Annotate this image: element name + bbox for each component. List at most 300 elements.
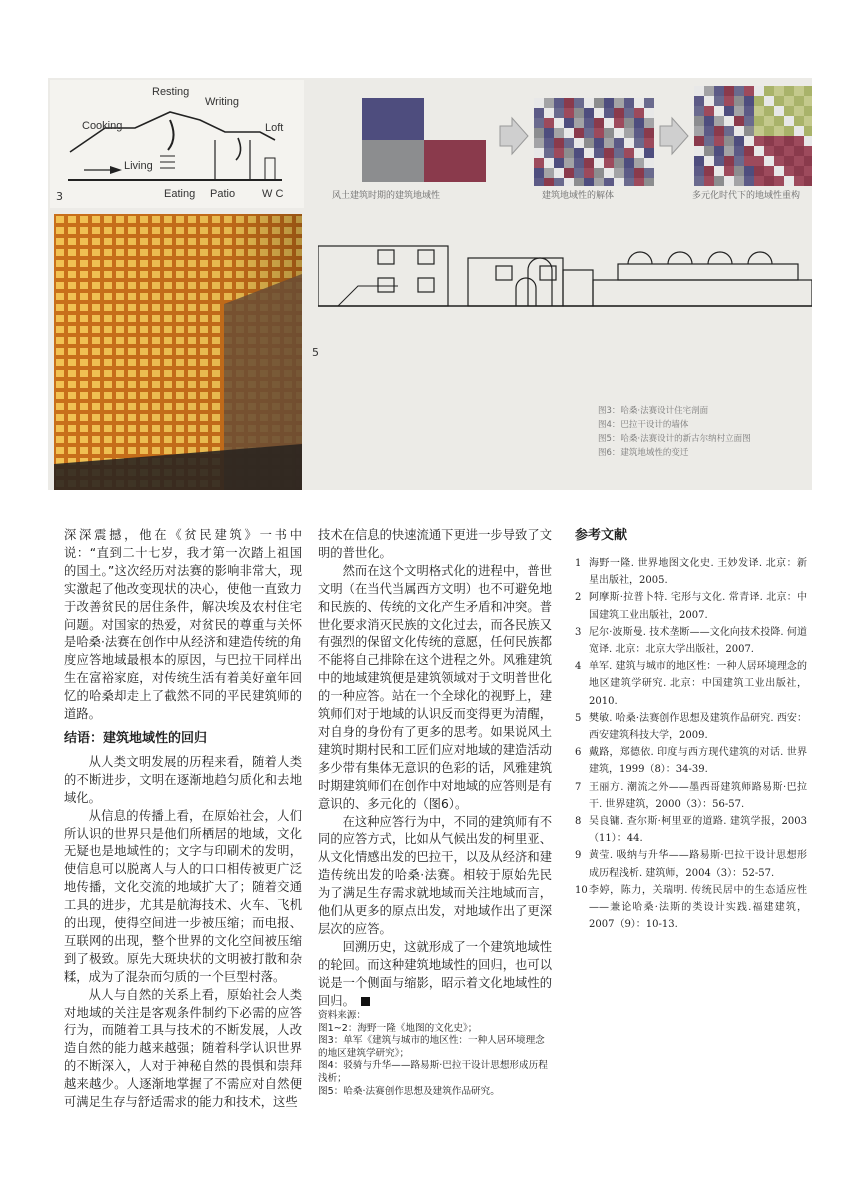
reference-number: 10: [575, 884, 588, 896]
mosaic-cell: [564, 128, 574, 138]
mosaic-cell: [784, 86, 794, 96]
paragraph: 从信息的传播上看，在原始社会，人们所认识的世界只是他们所栖居的地域，文化无疑也是地域性的；文字与印刷术的发明，使信息可以脱离人与人的口口相传被更广泛地传播，文化交流的地域扩大了；随着交通工具的进步，尤其是航海技术、火车、飞机的出现，使得空间进一步被压缩；而电报、互联网的出现，整个世界的文化空间被压缩到了极致。原先大斑块状的文明被打散和杂糅，成为了混杂而匀质的一个巨型村落。: [64, 808, 302, 984]
mosaic-cell: [774, 116, 784, 126]
mosaic-cell: [734, 136, 744, 146]
mosaic-cell: [624, 108, 634, 118]
paragraph: 深深震撼，他在《贫民建筑》一书中说：“直到二十七岁，我才第一次踏上祖国的国土。”这次经历对法赛的影响非常大，现实激起了他改变现状的决心，使他一直致力于改善贫民的居住条件，解决埃及农村住宅问题。对国家的热爱，对贫民的尊重与关怀是哈桑·法赛在创作中从经济和建造传统的角度应答地域最根本的原因，与巴拉干同样出生在富裕家庭，对传统生活有着美好童年回忆的哈桑却走上了截然不同的平民建筑师的道路。: [64, 528, 302, 722]
mosaic-cell: [574, 138, 584, 148]
mosaic-cell: [754, 156, 764, 166]
figure-5-elevation-drawing: [318, 228, 812, 346]
mosaic-cell: [614, 138, 624, 148]
mosaic-cell: [564, 98, 574, 108]
mosaic-cell: [594, 108, 604, 118]
mosaic-cell: [564, 148, 574, 158]
mosaic-cell: [604, 98, 614, 108]
mosaic-cell: [704, 176, 714, 186]
mosaic-cell: [604, 148, 614, 158]
mosaic-cell: [754, 86, 764, 96]
mosaic-cell: [704, 166, 714, 176]
mosaic-cell: [804, 126, 812, 136]
mosaic-cell: [794, 146, 804, 156]
mosaic-cell: [534, 128, 544, 138]
mosaic-transition-graphic: [362, 86, 812, 186]
mosaic-cell: [644, 98, 654, 108]
mosaic-cell: [634, 108, 644, 118]
legend-item: 图5：哈桑·法赛设计的新古尔纳村立面图: [598, 434, 751, 444]
mosaic-cell: [584, 148, 594, 158]
mosaic-cell: [614, 128, 624, 138]
reference-text: 阿摩斯·拉普卜特. 宅形与文化. 常青译. 北京：中国建筑工业出版社，2007.: [589, 592, 807, 621]
mosaic-cell: [564, 118, 574, 128]
mosaic-cell: [554, 168, 564, 178]
paragraph: 在这种应答行为中，不同的建筑师有不同的应答方式，比如从气候出发的柯里亚、从文化情感出发的巴拉干，以及从经济和建造传统出发的哈桑·法赛。相较于原始先民为了满足生存需求就地域而关注地域而言，他们从更多的原点出发，对地域作出了更深层次的应答。: [318, 814, 552, 936]
figure-4-photo-lattice-wall: [54, 214, 302, 490]
mosaic-cell: [774, 166, 784, 176]
mosaic-cell: [634, 158, 644, 168]
mosaic-cell: [764, 146, 774, 156]
reference-number: 7: [575, 781, 582, 793]
mosaic-cell: [694, 86, 704, 96]
mosaic-cell: [544, 118, 554, 128]
mosaic-cell: [574, 158, 584, 168]
mosaic-cell: [734, 106, 744, 116]
mosaic-cell: [624, 178, 634, 186]
paragraph: 从人与自然的关系上看，原始社会人类对地域的关注是客观条件制约下必需的应答行为，而随着工具与技术的不断发展，人改造自然的能力越来越强；随着科学认识世界的不断深入，人对于神秘自然的畏惧和崇拜越来越少。人逐渐地掌握了不需应对自然便可满足生存与舒适需求的能力和技术，这些: [64, 987, 302, 1110]
mosaic-cell: [714, 166, 724, 176]
mosaic-fragmented-grid: [534, 98, 654, 186]
mosaic-cell: [734, 146, 744, 156]
reference-text: 戴路，郑德依. 印度与西方现代建筑的对话. 世界建筑，1999（8）：34-39.: [589, 747, 807, 776]
mosaic-cell: [584, 138, 594, 148]
mosaic-cell: [774, 156, 784, 166]
mosaic-cell: [534, 168, 544, 178]
mosaic-cell: [804, 136, 812, 146]
lattice-wall-image: [54, 214, 302, 490]
reference-item: [575, 882, 807, 934]
reference-item: [575, 658, 807, 710]
mosaic-cell: [534, 158, 544, 168]
mosaic-cell: [574, 178, 584, 186]
reference-item: [575, 589, 807, 623]
mosaic-cell: [614, 108, 624, 118]
mosaic-cell: [624, 98, 634, 108]
mosaic-cell: [534, 98, 544, 108]
mosaic-cell: [764, 156, 774, 166]
mosaic-cell: [754, 176, 764, 186]
mosaic-cell: [764, 106, 774, 116]
reference-item: [575, 624, 807, 658]
mosaic-cell: [794, 96, 804, 106]
reference-number: 8: [575, 815, 582, 827]
mosaic-cell: [594, 178, 604, 186]
mosaic-cell: [714, 146, 724, 156]
reference-number: 4: [575, 661, 582, 673]
mosaic-cell: [534, 178, 544, 186]
mosaic-cell: [784, 136, 794, 146]
mosaic-cell: [644, 158, 654, 168]
mosaic-cell: [634, 178, 644, 186]
mosaic-cell: [744, 126, 754, 136]
mosaic-cell: [534, 118, 544, 128]
mosaic-cell: [774, 126, 784, 136]
mosaic-cell: [764, 96, 774, 106]
mosaic-cell: [714, 86, 724, 96]
mosaic-cell: [794, 116, 804, 126]
mosaic-cell: [724, 96, 734, 106]
source-item: 图3：单军《建筑与城市的地区性：一种人居环境理念的地区建筑学研究》；: [318, 1035, 545, 1059]
mosaic-cell: [554, 118, 564, 128]
mosaic-cell: [734, 86, 744, 96]
figure-number-3: 3: [56, 190, 63, 203]
label-living: Living: [124, 160, 153, 172]
mosaic-cell: [634, 118, 644, 128]
mosaic-cell: [634, 148, 644, 158]
mosaic-cell: [704, 116, 714, 126]
mosaic-cell: [794, 176, 804, 186]
mosaic-cell: [534, 138, 544, 148]
mosaic-cell: [784, 146, 794, 156]
mosaic-cell: [694, 166, 704, 176]
reference-number: 6: [575, 747, 582, 759]
mosaic-cell: [634, 98, 644, 108]
mosaic-cell: [724, 86, 734, 96]
mosaic-cell: [714, 176, 724, 186]
mosaic-cell: [584, 108, 594, 118]
mosaic-cell: [804, 86, 812, 96]
mosaic-cell: [574, 168, 584, 178]
mosaic-cell: [724, 136, 734, 146]
mosaic-cell: [724, 106, 734, 116]
reference-item: [575, 744, 807, 778]
label-patio: Patio: [210, 188, 236, 200]
mosaic-cell: [544, 138, 554, 148]
mosaic-cell: [554, 178, 564, 186]
paragraph: 然而在这个文明格式化的进程中，普世文明（在当代当属西方文明）也不可避免地和民族的、传统的文化产生矛盾和冲突。普世化要求消灭民族的文化过去，而各民族又有强烈的保留文化传统的意愿，任何民族都不能将自己排除在这个进程之外。风雅建筑中的地域建筑便是建筑领域对于文明普世化的一种应答。站在一个全球化的视野上，建筑师们对于地域的认识反而变得更为清醒，对自身的身份有了更多的思考。如果说风土建筑时期村民和工匠们应对地域的建造活动多少带有集体无意识的色彩的话，风雅建筑时期建筑师们在创作中对地域的应答则是有意识的、多元化的（图6）。: [318, 563, 552, 811]
mosaic-cell: [574, 118, 584, 128]
mosaic-cell: [714, 156, 724, 166]
mosaic-cell: [794, 136, 804, 146]
references-title: 参考文献: [575, 528, 628, 543]
reference-item: [575, 847, 807, 881]
mosaic-cell: [584, 158, 594, 168]
mosaic-cell: [724, 176, 734, 186]
mosaic-cell: [804, 106, 812, 116]
mosaic-cell: [534, 108, 544, 118]
mosaic-cell: [764, 86, 774, 96]
mosaic-cell: [604, 118, 614, 128]
mosaic-cell: [604, 158, 614, 168]
reference-number: 5: [575, 712, 582, 724]
mosaic-cell: [634, 168, 644, 178]
mosaic-cell: [564, 138, 574, 148]
mosaic-cell: [554, 98, 564, 108]
mosaic-cell: [694, 126, 704, 136]
mosaic-cell: [644, 108, 654, 118]
mosaic-cell: [774, 136, 784, 146]
reference-number: 1: [575, 557, 582, 569]
mosaic-cell: [714, 136, 724, 146]
mosaic-cell: [594, 168, 604, 178]
mosaic-cell: [724, 166, 734, 176]
mosaic-cell: [614, 178, 624, 186]
source-item: 图4：驳骑与升华——路易斯·巴拉干设计思想形成历程浅析；: [318, 1060, 548, 1084]
mosaic-cell: [554, 138, 564, 148]
label-resting: Resting: [152, 86, 190, 98]
paragraph: [318, 939, 552, 1011]
mosaic-cell: [644, 148, 654, 158]
mosaic-cell: [724, 146, 734, 156]
mosaic-cell: [744, 86, 754, 96]
mosaic-cell: [564, 168, 574, 178]
body-column-1: [64, 527, 302, 1112]
mosaic-cell: [554, 108, 564, 118]
mosaic-cell: [764, 136, 774, 146]
mosaic-cell: [704, 126, 714, 136]
sources-title: 资料来源：: [318, 1010, 366, 1021]
mosaic-cell: [724, 126, 734, 136]
mosaic-cell: [634, 128, 644, 138]
mosaic-cell: [804, 146, 812, 156]
mosaic-cell: [574, 98, 584, 108]
village-elevation-drawing: [318, 228, 812, 346]
mosaic-cell: [604, 108, 614, 118]
mosaic-cell: [734, 126, 744, 136]
mosaic-cell: [784, 116, 794, 126]
reference-number: 9: [575, 850, 582, 862]
figure-3-section-diagram: [50, 80, 304, 208]
mosaic-cell: [744, 96, 754, 106]
mosaic-cell: [714, 126, 724, 136]
mosaic-cell: [624, 158, 634, 168]
mosaic-cell: [744, 176, 754, 186]
mosaic-reconstructed-grid: [694, 86, 812, 186]
paragraph: 技术在信息的快速流通下更进一步导致了文明的普世化。: [318, 528, 552, 560]
mosaic-cell: [604, 168, 614, 178]
legend-item: 图4：巴拉干设计的墙体: [598, 420, 689, 430]
mosaic-cell: [744, 136, 754, 146]
reference-item: [575, 813, 807, 847]
mosaic-cell: [724, 156, 734, 166]
label-cooking: Cooking: [82, 120, 123, 132]
mosaic-cell: [734, 176, 744, 186]
mosaic-cell: [704, 146, 714, 156]
mosaic-cell: [624, 128, 634, 138]
mosaic-cell: [754, 136, 764, 146]
mosaic-cell: [714, 96, 724, 106]
mosaic-cell: [644, 138, 654, 148]
mosaic-cell: [784, 176, 794, 186]
figure-6-mosaic-diagram: [332, 86, 812, 201]
reference-text: 王丽方. 潮流之外——墨西哥建筑师路易斯·巴拉干. 世界建筑，2000（3）：56-57.: [589, 781, 807, 810]
reference-text: 樊敏. 哈桑·法赛创作思想及建筑作品研究. 西安：西安建筑科技大学，2009.: [589, 712, 807, 741]
mosaic-cell: [634, 138, 644, 148]
mosaic-cell: [544, 168, 554, 178]
mosaic-cell: [754, 116, 764, 126]
paragraph: 从人类文明发展的历程来看，随着人类的不断进步，文明在逐渐地趋匀质化和去地域化。: [64, 754, 302, 805]
mosaic-cell: [714, 106, 724, 116]
reference-item: [575, 779, 807, 813]
reference-item: [575, 710, 807, 744]
mosaic-cell: [764, 126, 774, 136]
mosaic-cell: [794, 166, 804, 176]
mosaic-cell: [804, 166, 812, 176]
mosaic-cell: [794, 156, 804, 166]
section-heading: 结语：建筑地域性的回归: [64, 730, 208, 746]
mosaic-cell: [694, 116, 704, 126]
mosaic-cell: [584, 128, 594, 138]
mosaic-cell: [644, 178, 654, 186]
mosaic-cell: [704, 106, 714, 116]
body-column-2: [318, 527, 552, 1010]
source-item: 图1~2：海野一隆《地图的文化史》；: [318, 1022, 478, 1034]
mosaic-cell: [804, 156, 812, 166]
figure-legend: [598, 404, 808, 460]
mosaic-caption-3: 多元化时代下的地域性重构: [692, 191, 801, 201]
mosaic-cell: [614, 168, 624, 178]
reference-text: 吴良镛. 查尔斯·柯里亚的道路. 建筑学报，2003（11）：44.: [589, 815, 807, 845]
mosaic-cell: [544, 178, 554, 186]
mosaic-cell: [694, 96, 704, 106]
mosaic-cell: [774, 176, 784, 186]
mosaic-cell: [804, 176, 812, 186]
mosaic-cell: [594, 158, 604, 168]
mosaic-cell: [544, 128, 554, 138]
label-eating: Eating: [164, 188, 196, 200]
mosaic-cell: [594, 138, 604, 148]
mosaic-cell: [704, 156, 714, 166]
mosaic-cell: [784, 126, 794, 136]
mosaic-cell: [554, 128, 564, 138]
mosaic-cell: [624, 138, 634, 148]
mosaic-cell: [694, 156, 704, 166]
mosaic-cell: [704, 136, 714, 146]
mosaic-cell: [564, 158, 574, 168]
mosaic-cell: [624, 118, 634, 128]
legend-item: 图6：建筑地域性的变迁: [598, 448, 689, 458]
mosaic-cell: [604, 178, 614, 186]
mosaic-cell: [694, 176, 704, 186]
label-wc: W C: [262, 188, 284, 200]
mosaic-cell: [774, 106, 784, 116]
mosaic-cell: [604, 138, 614, 148]
mosaic-cell: [614, 98, 624, 108]
mosaic-cell: [614, 118, 624, 128]
mosaic-cell: [754, 96, 764, 106]
mosaic-cell: [694, 136, 704, 146]
mosaic-cell: [754, 126, 764, 136]
mosaic-cell: [734, 166, 744, 176]
mosaic-cell: [754, 166, 764, 176]
mosaic-cell: [644, 128, 654, 138]
mosaic-cell: [594, 118, 604, 128]
mosaic-cell: [544, 98, 554, 108]
mosaic-cell: [544, 148, 554, 158]
mosaic-cell: [794, 126, 804, 136]
mosaic-cell: [554, 158, 564, 168]
mosaic-cell: [764, 176, 774, 186]
mosaic-cell: [744, 116, 754, 126]
mosaic-cell: [584, 98, 594, 108]
mosaic-cell: [544, 158, 554, 168]
figure-number-5: 5: [312, 346, 319, 359]
mosaic-cell: [734, 116, 744, 126]
mosaic-cell: [704, 96, 714, 106]
image-sources: [318, 1010, 554, 1098]
mosaic-cell: [744, 146, 754, 156]
legend-item: 图3：哈桑·法赛设计住宅剖面: [598, 406, 709, 416]
mosaic-cell: [534, 148, 544, 158]
reference-text: 单军. 建筑与城市的地区性：一种人居环境理念的地区建筑学研究. 北京：中国建筑工业出版社，2010.: [589, 661, 807, 707]
mosaic-cell: [744, 166, 754, 176]
references-column: [575, 527, 807, 933]
mosaic-cell: [754, 106, 764, 116]
mosaic-cell: [784, 166, 794, 176]
mosaic-cell: [774, 96, 784, 106]
mosaic-cell: [764, 166, 774, 176]
mosaic-cell: [764, 116, 774, 126]
mosaic-cell: [714, 116, 724, 126]
mosaic-cell: [624, 168, 634, 178]
mosaic-cell: [774, 86, 784, 96]
mosaic-cell: [744, 106, 754, 116]
mosaic-cell: [554, 148, 564, 158]
reference-item: [575, 555, 807, 589]
mosaic-cell: [804, 96, 812, 106]
reference-text: 尼尔·波斯曼. 技术垄断——文化向技术投降. 何道宽译. 北京：北京大学出版社，2007.: [589, 626, 807, 655]
mosaic-caption-2: 建筑地域性的解体: [542, 191, 615, 201]
mosaic-cell: [644, 118, 654, 128]
mosaic-cell: [584, 178, 594, 186]
label-loft: Loft: [265, 122, 284, 134]
mosaic-cell: [784, 96, 794, 106]
mosaic-cell: [584, 168, 594, 178]
mosaic-cell: [594, 128, 604, 138]
mosaic-cell: [594, 98, 604, 108]
mosaic-cell: [734, 156, 744, 166]
mosaic-cell: [564, 108, 574, 118]
mosaic-cell: [614, 148, 624, 158]
mosaic-cell: [774, 146, 784, 156]
closing-paragraph-text: 回溯历史，这就形成了一个建筑地域性的轮回。而这种建筑地域性的回归，也可以说是一个侧面与缩影，昭示着文化地域性的回归。: [318, 939, 552, 1008]
mosaic-cell: [584, 118, 594, 128]
mosaic-cell: [694, 106, 704, 116]
mosaic-cell: [784, 156, 794, 166]
label-writing: Writing: [205, 96, 240, 108]
mosaic-cell: [794, 106, 804, 116]
mosaic-cell: [574, 108, 584, 118]
mosaic-cell: [594, 148, 604, 158]
mosaic-cell: [734, 96, 744, 106]
source-item: 图5：哈桑·法赛创作思想及建筑作品研究。: [318, 1085, 500, 1097]
reference-number: 2: [575, 592, 582, 604]
mosaic-cell: [604, 128, 614, 138]
mosaic-cell: [694, 146, 704, 156]
mosaic-cell: [564, 178, 574, 186]
mosaic-cell: [744, 156, 754, 166]
mosaic-cell: [544, 108, 554, 118]
reference-number: 3: [575, 626, 582, 638]
mosaic-cell: [804, 116, 812, 126]
mosaic-cell: [754, 146, 764, 156]
reference-text: 李婷，陈力，关瑞明. 传统民居中的生态适应性——兼论哈桑·法斯的类设计实践.福建建筑，2007（9）：10-13.: [589, 884, 807, 931]
mosaic-caption-1: 风土建筑时期的建筑地域性: [332, 191, 441, 201]
mosaic-cell: [574, 148, 584, 158]
mosaic-cell: [614, 158, 624, 168]
mosaic-cell: [704, 86, 714, 96]
mosaic-cell: [574, 128, 584, 138]
mosaic-cell: [624, 148, 634, 158]
mosaic-cell: [794, 86, 804, 96]
